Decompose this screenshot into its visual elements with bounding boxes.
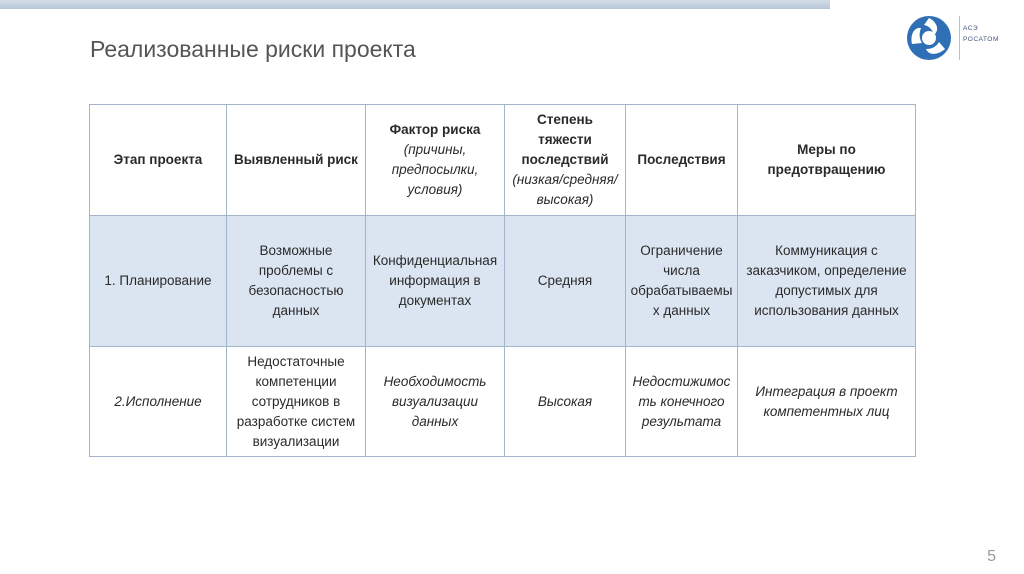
cell-measures: Интеграция в проект компетентных лиц bbox=[738, 347, 916, 457]
header-main: Выявленный риск bbox=[234, 152, 358, 167]
logo-text bbox=[963, 23, 999, 45]
table-header-row bbox=[90, 105, 916, 216]
cell-factor: Конфиденциальная информация в документах bbox=[366, 216, 505, 347]
cell-risk: Возможные проблемы с безопасностью данных bbox=[227, 216, 366, 347]
table-row bbox=[90, 216, 916, 347]
cell-consequences: Недостижимость конечного результата bbox=[626, 347, 738, 457]
table-row bbox=[90, 347, 916, 457]
header-main: Степень тяжести последствий bbox=[521, 112, 609, 167]
cell-severity: Средняя bbox=[505, 216, 626, 347]
cell-stage: 1. Планирование bbox=[90, 216, 227, 347]
header-main: Меры по предотвращению bbox=[767, 142, 886, 177]
cell-risk: Недостаточные компетенции сотрудников в разработке систем визуализации bbox=[227, 347, 366, 457]
header-factor bbox=[366, 105, 505, 216]
cell-factor: Необходимость визуализации данных bbox=[366, 347, 505, 457]
header-risk bbox=[227, 105, 366, 216]
header-consequences bbox=[626, 105, 738, 216]
risk-table bbox=[89, 104, 916, 457]
logo-line-2: РОСАТОМ bbox=[963, 36, 999, 43]
header-main: Последствия bbox=[637, 152, 726, 167]
logo-line-1: АСЭ bbox=[963, 25, 979, 32]
cell-measures: Коммуникация с заказчиком, определение допустимых для использования данных bbox=[738, 216, 916, 347]
cell-severity: Высокая bbox=[505, 347, 626, 457]
header-sub: (низкая/средняя/высокая) bbox=[512, 172, 618, 207]
logo-divider bbox=[959, 16, 960, 60]
header-measures bbox=[738, 105, 916, 216]
rosatom-logo-icon bbox=[904, 14, 960, 62]
header-sub: (причины, предпосылки, условия) bbox=[391, 142, 479, 197]
cell-stage: 2.Исполнение bbox=[90, 347, 227, 457]
header-stage bbox=[90, 105, 227, 216]
page-number: 5 bbox=[987, 548, 996, 565]
top-accent-bar bbox=[0, 0, 830, 9]
header-main: Этап проекта bbox=[113, 152, 203, 167]
cell-consequences: Ограничение числа обрабатываемых данных bbox=[626, 216, 738, 347]
header-main: Фактор риска bbox=[389, 122, 481, 137]
slide-title: Реализованные риски проекта bbox=[90, 36, 416, 62]
header-severity bbox=[505, 105, 626, 216]
